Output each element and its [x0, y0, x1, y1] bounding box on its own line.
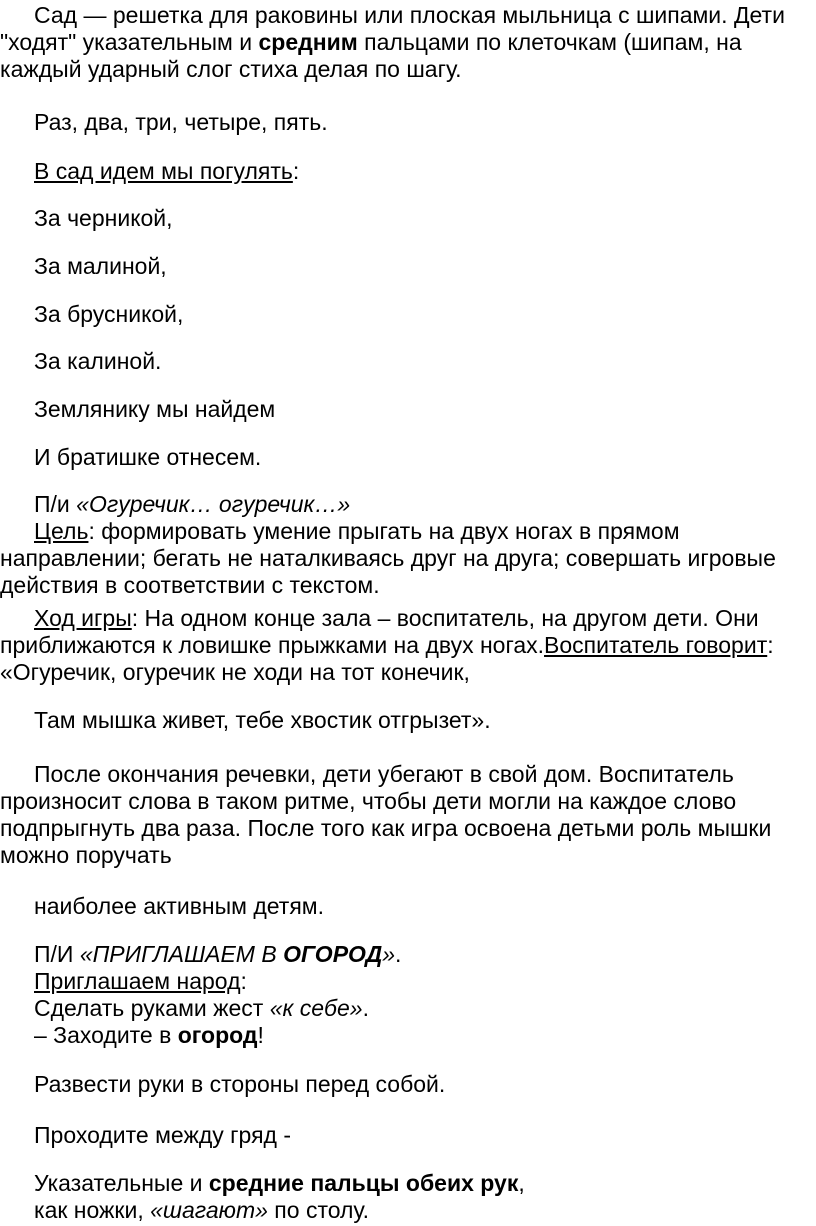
bold-text: средние пальцы обеих рук	[208, 1170, 519, 1196]
game2-legs	[34, 1197, 369, 1224]
text-run: .	[362, 995, 369, 1021]
bold-text: средним	[258, 29, 358, 55]
poem-line-7: Землянику мы найдем	[34, 396, 276, 422]
italic-text: «ПРИГЛАШАЕМ В	[79, 941, 284, 967]
game1-goal-paragraph	[0, 518, 812, 599]
game1-after-paragraph: После окончания речевки, дети убегают в свой дом. Воспитатель произносит слова в таком ритме, чтобы дети могли на каждое слово подпрыгнуть два раза. После того как игра освоена детьми роль мышки можно поручать	[0, 761, 772, 868]
text-run: – Заходите в	[34, 1022, 178, 1048]
text-run: по столу.	[267, 1197, 370, 1223]
sad-intro-paragraph	[0, 2, 812, 83]
game1-verse-2: Там мышка живет, тебе хвостик отгрызет».	[34, 707, 491, 733]
italic-text: »	[382, 941, 396, 967]
poem-line-6: За калиной.	[34, 348, 162, 374]
poem-line-4: За малиной,	[34, 253, 167, 279]
underlined-text: Ход игры	[34, 605, 132, 631]
game2-fingers	[34, 1170, 525, 1197]
underlined-text: Приглашаем народ	[34, 968, 241, 994]
text-run: Сделать руками жест	[34, 995, 270, 1021]
game1-title	[34, 491, 350, 518]
underlined-text: В сад идем мы погулять	[34, 158, 293, 184]
text-run: пальцами по клеточкам (шипам, на каждый ударный слог стиха делая по шагу.	[0, 29, 742, 82]
text-run: как ножки,	[34, 1197, 151, 1223]
game2-gesture	[34, 995, 369, 1022]
game1-after-line-2: наиболее активным детям.	[34, 893, 324, 919]
poem-line-8: И братишке отнесем.	[34, 444, 262, 470]
underlined-text: Цель	[34, 518, 89, 544]
text-run: Указательные и	[34, 1170, 209, 1196]
text-run: Сад — решетка для раковины или плоская мыльница с шипами. Дети "ходят" указательным и	[0, 2, 785, 55]
game2-invite	[34, 968, 247, 995]
game1-course-paragraph	[0, 605, 812, 686]
game2-title	[34, 941, 401, 968]
game2-walk: Проходите между гряд -	[34, 1122, 291, 1148]
text-run: .	[395, 941, 402, 967]
bold-text: огород	[177, 1022, 258, 1048]
underlined-text: Воспитатель говорит	[544, 632, 768, 658]
text-run: !	[257, 1022, 264, 1048]
poem-line-5: За брусникой,	[34, 301, 184, 327]
text-run: П/И	[34, 941, 80, 967]
text-run: :	[292, 158, 300, 184]
italic-text: «к себе»	[269, 995, 363, 1021]
text-run: : «Огуречик, огуречик не ходи на тот конечик,	[0, 632, 774, 685]
poem-line-3: За черникой,	[34, 205, 173, 231]
game2-spread: Развести руки в стороны перед собой.	[34, 1071, 446, 1097]
game2-enter	[34, 1022, 264, 1049]
text-run: ,	[518, 1170, 525, 1196]
text-run: :	[240, 968, 247, 994]
italic-text: «шагают»	[150, 1197, 268, 1223]
text-run: П/и	[34, 491, 77, 517]
text-run: : На одном конце зала – воспитатель, на другом дети. Они приближаются к ловишке прыжками на двух ногах.	[0, 605, 759, 658]
bold-italic-text: ОГОРОД	[283, 941, 383, 967]
poem-line-1: Раз, два, три, четыре, пять.	[34, 109, 328, 135]
italic-text: «Огуречик… огуречик…»	[76, 491, 351, 517]
text-run: : формировать умение прыгать на двух ногах в прямом направлении; бегать не наталкиваясь друг на друга; совершать игровые действия в соответствии с текстом.	[0, 518, 776, 598]
poem-line-2	[34, 158, 299, 185]
